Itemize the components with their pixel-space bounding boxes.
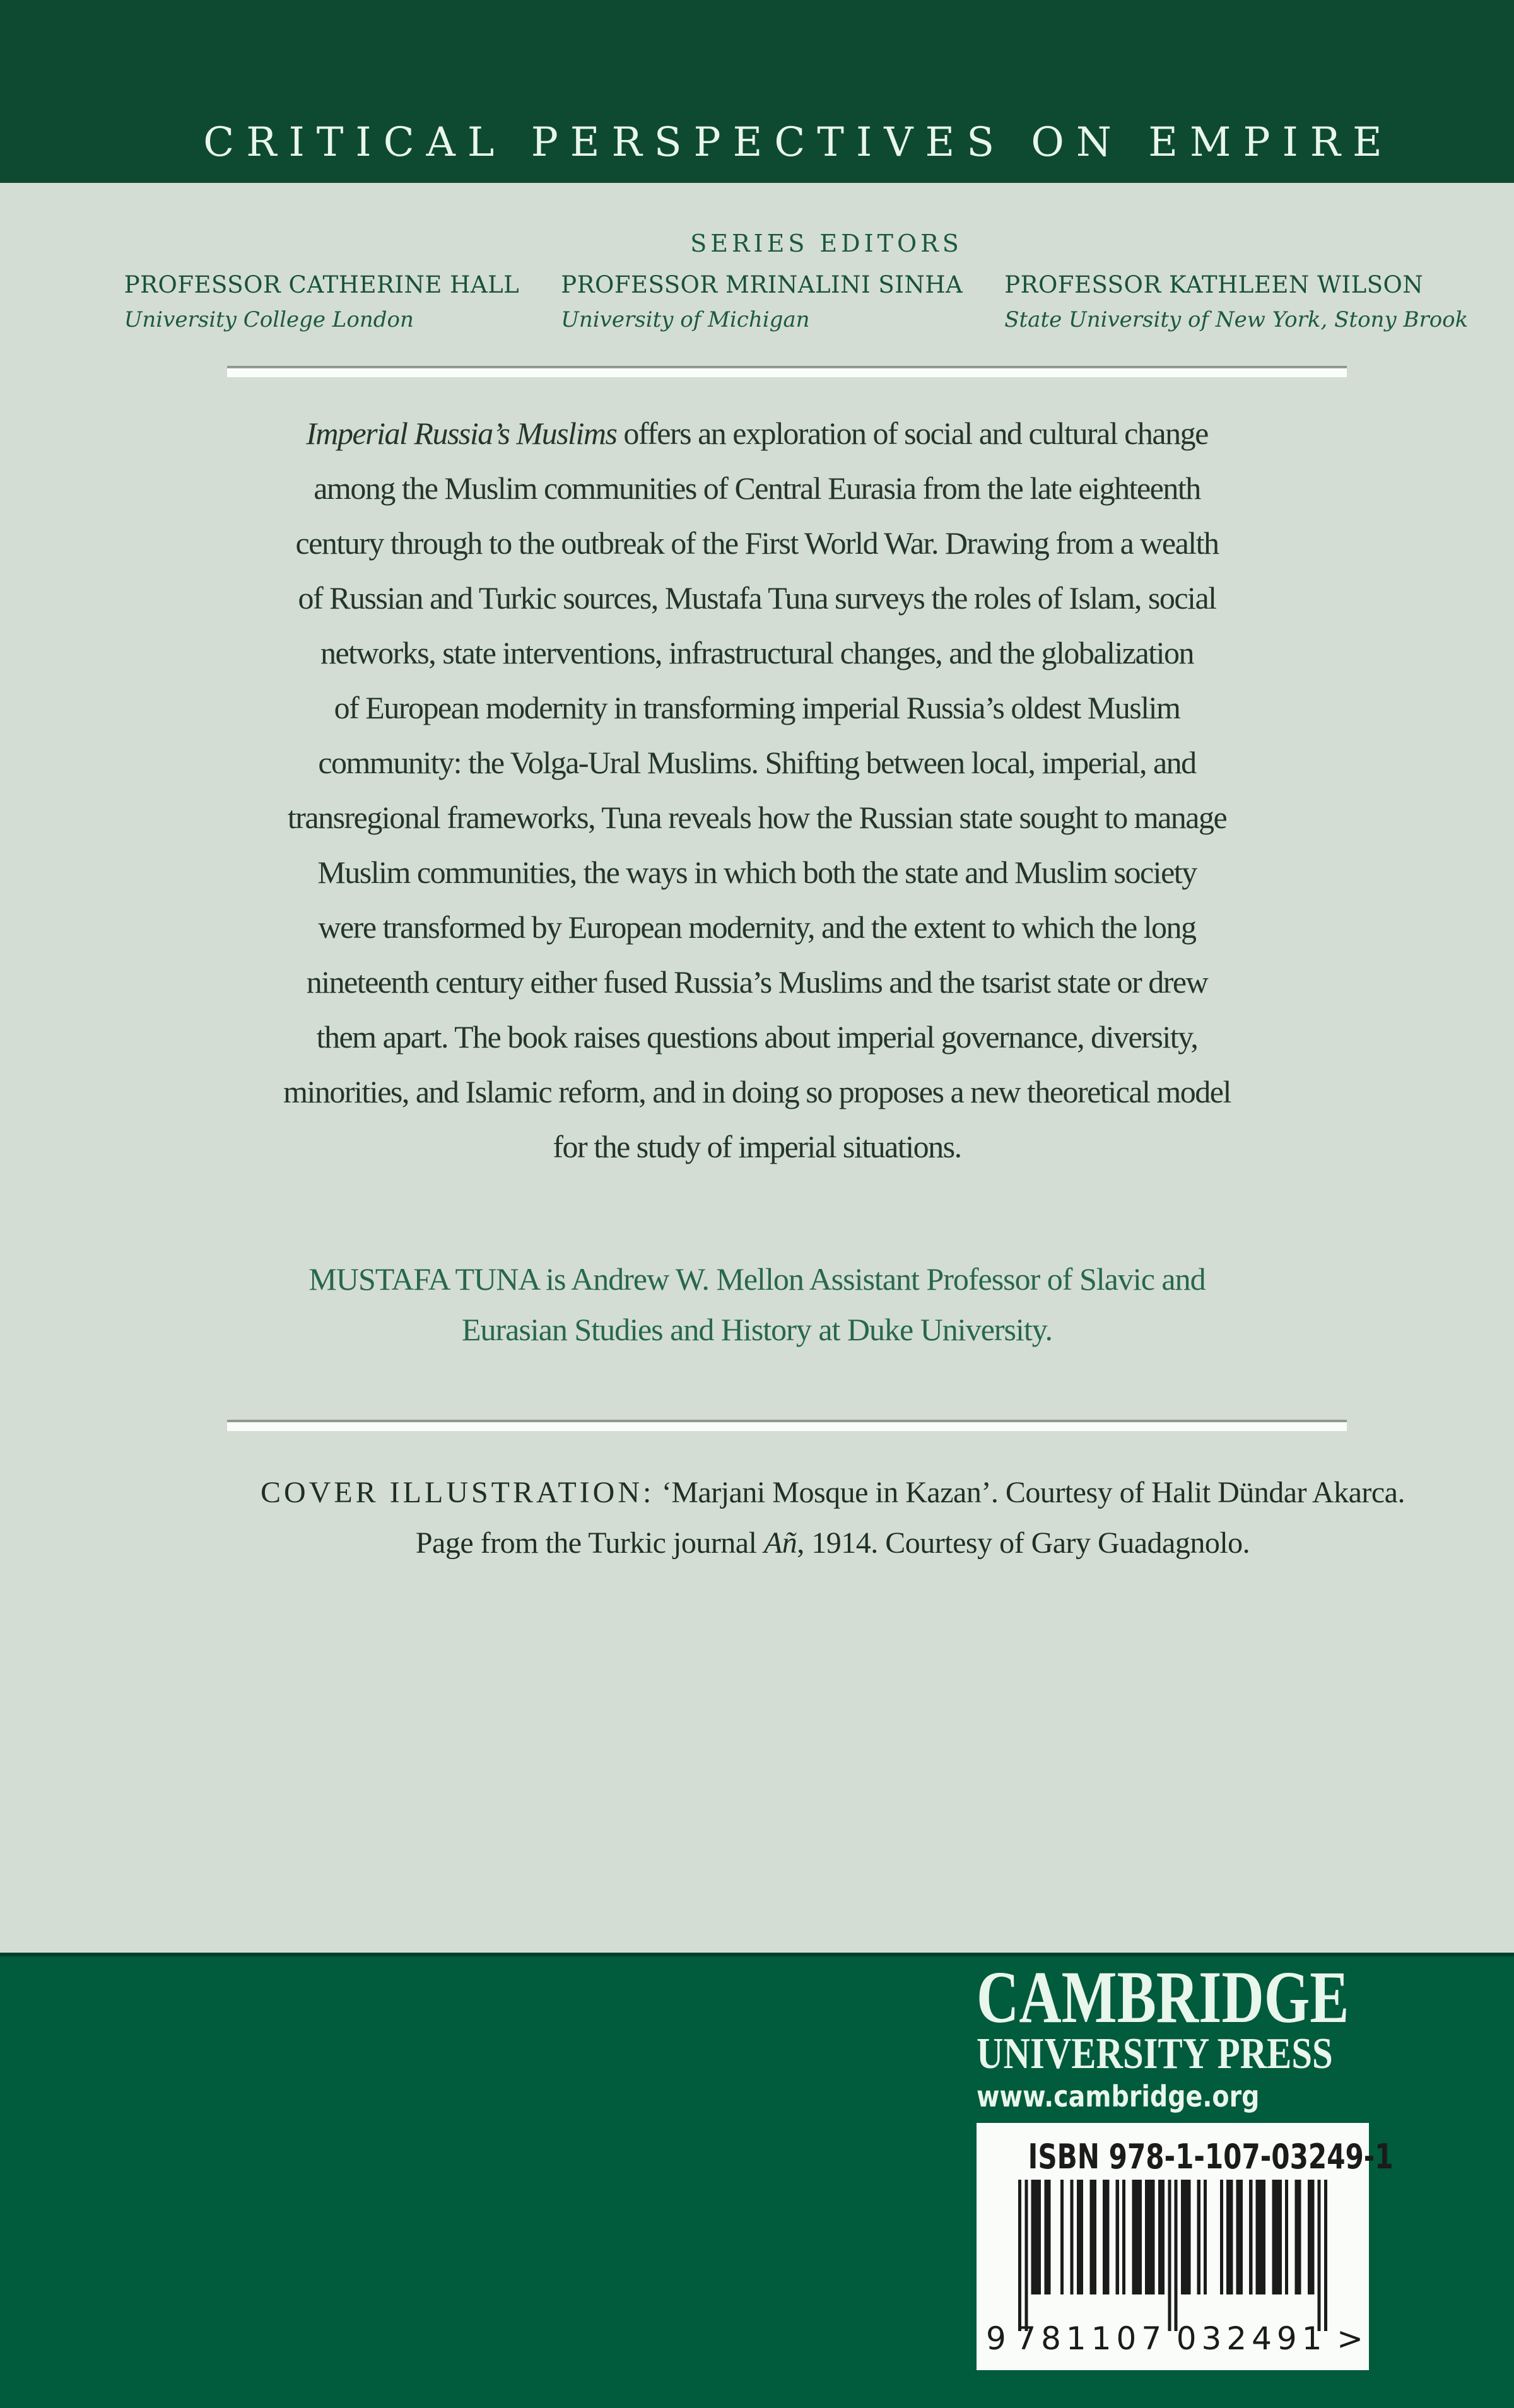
synopsis-lead-rest: offers an exploration of social and cultural change <box>616 416 1208 451</box>
publisher-name-cambridge: CAMBRIDGE <box>977 1956 1349 2038</box>
editor-affiliation: University of Michigan <box>561 307 810 332</box>
author-bio-line: Eurasian Studies and History at Duke University. <box>461 1312 1053 1347</box>
cover-credit-line1-rest: ‘Marjani Mosque in Kazan’. Courtesy of Halit Dündar Akarca. <box>654 1476 1405 1509</box>
barcode-digit-first: 9 <box>986 2320 1006 2357</box>
series-editors-heading: SERIES EDITORS <box>690 230 963 257</box>
synopsis-line: Muslim communities, the ways in which both the state and Muslim society <box>317 855 1197 890</box>
cover-credit-line2-pre: Page from the Turkic journal <box>415 1526 764 1560</box>
cover-credit-line2-post: , 1914. Courtesy of Gary Guadagnolo. <box>797 1526 1250 1560</box>
barcode-bars <box>986 2180 1363 2357</box>
cover-credit-line-2 <box>76 1518 1514 1569</box>
series-editors-row <box>39 271 1514 332</box>
book-title-italic: Imperial Russia’s Muslims <box>306 416 617 451</box>
barcode-digits-right: 032491 <box>1176 2320 1327 2357</box>
series-editor <box>1004 271 1468 332</box>
synopsis-line: of Russian and Turkic sources, Mustafa Tuna surveys the roles of Islam, social <box>298 580 1216 616</box>
series-title: CRITICAL PERSPECTIVES ON EMPIRE <box>203 119 1394 166</box>
publisher-website: www.cambridge.org <box>977 2079 1260 2113</box>
editor-name: PROFESSOR KATHLEEN WILSON <box>1004 271 1424 298</box>
synopsis-line: nineteenth century either fused Russia’s Muslims and the tsarist state or drew <box>306 964 1208 1000</box>
barcode-digits <box>986 2322 1363 2355</box>
isbn-label-row <box>977 2137 1394 2177</box>
cover-credit <box>76 1468 1514 1569</box>
synopsis-line: minorities, and Islamic reform, and in doing so proposes a new theoretical model <box>283 1074 1231 1109</box>
synopsis-line: among the Muslim communities of Central Eurasia from the late eighteenth <box>314 470 1200 506</box>
journal-title-italic: Añ <box>763 1526 797 1560</box>
author-bio <box>0 1254 1514 1355</box>
series-banner <box>0 0 1514 183</box>
synopsis-line: for the study of imperial situations. <box>553 1129 961 1164</box>
series-editor <box>561 271 963 332</box>
divider-rule-top <box>227 368 1347 377</box>
synopsis-line: century through to the outbreak of the First World War. Drawing from a wealth <box>295 525 1219 561</box>
divider-rule-bottom <box>227 1422 1347 1431</box>
editor-affiliation: State University of New York, Stony Brook <box>1004 307 1469 332</box>
editor-affiliation: University College London <box>124 307 414 332</box>
synopsis-line: of European modernity in transforming imperial Russia’s oldest Muslim <box>334 690 1180 725</box>
cover-credit-line-1 <box>76 1468 1514 1518</box>
synopsis-line-lead <box>0 406 1514 461</box>
barcode-digits-left: 781107 <box>1016 2320 1167 2357</box>
publisher-logo <box>977 1956 1448 2114</box>
editor-name: PROFESSOR MRINALINI SINHA <box>561 271 963 298</box>
barcode-svg <box>1018 2180 1327 2331</box>
author-bio-line: MUSTAFA TUNA is Andrew W. Mellon Assistant Professor of Slavic and <box>308 1261 1206 1297</box>
synopsis-line: community: the Volga-Ural Muslims. Shifting between local, imperial, and <box>318 745 1196 780</box>
synopsis-line: them apart. The book raises questions about imperial governance, diversity, <box>316 1019 1198 1055</box>
cover-illustration-label: COVER ILLUSTRATION: <box>261 1476 655 1509</box>
editor-name: PROFESSOR CATHERINE HALL <box>124 271 520 298</box>
isbn-label: ISBN 978-1-107-03249-1 <box>1028 2137 1394 2177</box>
synopsis-line: networks, state interventions, infrastructural changes, and the globalization <box>320 635 1194 670</box>
synopsis-line: transregional frameworks, Tuna reveals how the Russian state sought to manage <box>287 800 1227 835</box>
publisher-name-university-press: UNIVERSITY PRESS <box>977 2030 1333 2078</box>
synopsis-line: were transformed by European modernity, and the extent to which the long <box>318 909 1196 945</box>
synopsis-lines <box>0 461 1514 1174</box>
series-editor <box>124 271 519 332</box>
synopsis <box>0 406 1514 1174</box>
barcode-arrow: > <box>1337 2320 1363 2357</box>
isbn-barcode-box <box>977 2123 1394 2370</box>
